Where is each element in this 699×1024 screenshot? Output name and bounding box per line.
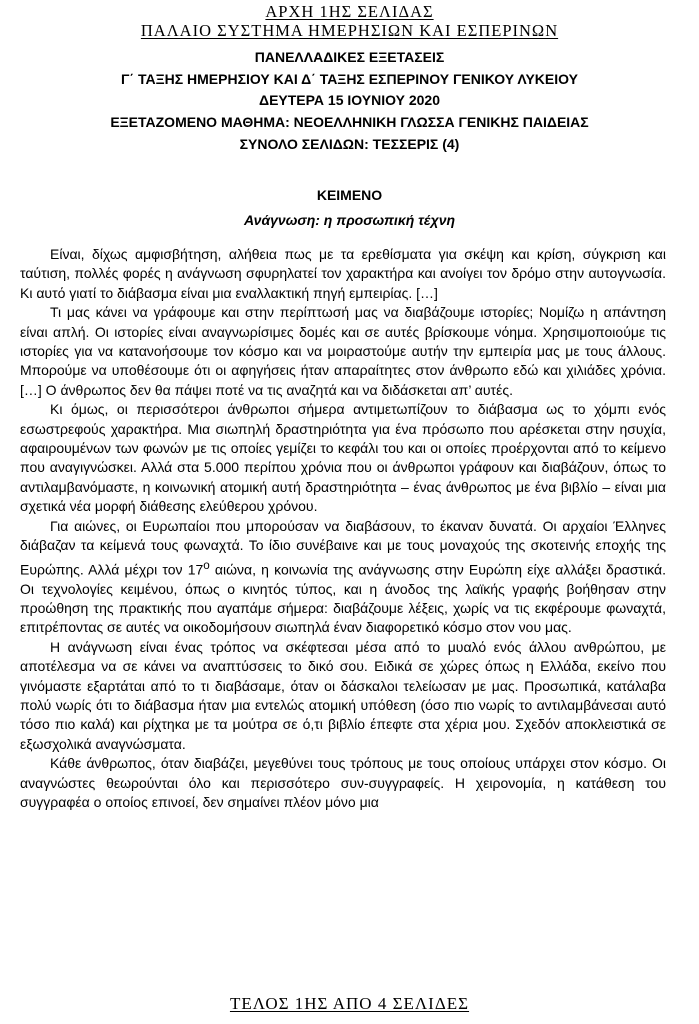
footer-text: ΤΕΛΟΣ 1ΗΣ ΑΠΟ 4 ΣΕΛΙΔΕΣ [229, 994, 470, 1013]
paragraph-6: Κάθε άνθρωπος, όταν διαβάζει, μεγεθύνει τους τρόπους με τους οποίους υπάρχει στον κόσμο. Οι αναγνώστες θεωρούνται όλο και περισσότερο συν-συγγραφείς. Η χειρονομία, η κατάθεση του συγγραφέα ο οποίος επινοεί, δεν σημαίνει πλέον μόνο μια [20, 755, 666, 811]
text-body [20, 245, 666, 980]
exam-title: ΠΑΝΕΛΛΑΔΙΚΕΣ ΕΞΕΤΑΣΕΙΣ [254, 49, 445, 65]
header-system: ΠΑΛΑΙΟ ΣΥΣΤΗΜΑ ΗΜΕΡΗΣΙΩΝ ΚΑΙ ΕΣΠΕΡΙΝΩΝ [140, 21, 559, 40]
paragraph-1: Είναι, δίχως αμφισβήτηση, αλήθεια πως με τα ερεθίσματα για σκέψη και κρίση, σύγκριση και ταύτιση, πολλές φορές η ανάγνωση σφυρηλατεί τον χαρακτήρα και ανοίγει τον δρόμο στην αυτογνωσία. Κι αυτό γιατί το διάβασμα είναι μια εναλλακτική πηγή εμπειρίας. […] [20, 246, 666, 301]
paragraph-2: Τι μας κάνει να γράφουμε και στην περίπτωσή μας να διαβάζουμε ιστορίες; Νομίζω η απάντηση είναι απλή. Οι ιστορίες είναι αναγνωρίσιμες δομές και σε αυτές βρίσκουμε νόημα. Χρησιμοποιούμε τις ιστορίες για να κατανοήσουμε τον κόσμο και να μοιραστούμε αυτήν την εμπειρία μας με τους άλλους. Μπορούμε να υποθέσουμε ότι οι αφηγήσεις ήταν απαραίτητες στον άνθρωπο εδώ και χιλιάδες χρόνια. […] Ο άνθρωπος δεν θα πάψει ποτέ να τις αναζητά και να διδάσκεται απ’ αυτές. [20, 304, 666, 398]
text-title: Ανάγνωση: η προσωπική τέχνη [243, 212, 456, 228]
paragraph-3: Κι όμως, οι περισσότεροι άνθρωποι σήμερα αντιμετωπίζουν το διάβασμα ως το χόμπι ενός εσωστρεφούς χαρακτήρα. Μια σιωπηλή δραστηριότητα για ένα πρόσωπο που αρέσκεται στην ησυχία, αφαιρουμένων των φωνών με τις οποίες γεμίζει το κεφάλι του και οι οποίες προέρχονται από το κείμενο που αναγιγνώσκει. Αλλά στα 5.000 περίπου χρόνια που οι άνθρωποι γράφουν και διαβάζουν, όπως το αντιλαμβανόμαστε, η κοινωνική ατομική αυτή δραστηριότητα – ένας άνθρωπος με ένα βιβλίο – είναι μια σχετικά νέα μορφή διάθεσης ελεύθερου χρόνου. [20, 401, 666, 515]
paragraph-4-part-1: Για αιώνες, οι Ευρωπαίοι που μπορούσαν να διαβάσουν, το έκαναν δυνατά. Οι αρχαίοι Έλληνες διάβαζαν τα κείμενά τους φωναχτά. Το ίδιο συνέβαινε και με τους μοναχούς της σκοτεινής εποχής της Ευρώπης. Αλλά μέχρι τον 17 [20, 517, 666, 578]
paragraph-4-part-2: αιώνα, η κοινωνία της ανάγνωσης στην Ευρώπη είχε αλλάξει δραστικά. Οι τεχνολογίες κειμένου, όπως ο κινητός τύπος, και η άνοδος της λαϊκής γραφής βοήθησαν στην προώθηση της πρακτικής που αγαπάμε σήμερα: διαβάζουμε λέξεις, χωρίς να τις εκφέρουμε φωναχτά, επιτρέποντας σε αυτές να οικοδομήσουν σιωπηλά έναν διαφορετικό κόσμο στον νου μας. [20, 561, 666, 636]
exam-date: ΔΕΥΤΕΡΑ 15 ΙΟΥΝΙΟΥ 2020 [259, 92, 440, 109]
paragraph-4 [20, 517, 666, 638]
exam-info [0, 47, 699, 156]
exam-class: Γ΄ ΤΑΞΗΣ ΗΜΕΡΗΣΙΟΥ ΚΑΙ Δ΄ ΤΑΞΗΣ ΕΣΠΕΡΙΝΟΥ ΓΕΝΙΚΟΥ ΛΥΚΕΙΟΥ [121, 70, 578, 87]
century-superscript: ο [203, 558, 210, 572]
exam-page-count: ΣΥΝΟΛΟ ΣΕΛΙΔΩΝ: ΤΕΣΣΕΡΙΣ (4) [239, 135, 460, 152]
paragraph-5: Η ανάγνωση είναι ένας τρόπος να σκέφτεσαι μέσα από το μυαλό ενός άλλου ανθρώπου, με αποτέλεσμα να σε κάνει να αναπτύσσεις το δικό σου. Ειδικά σε χώρες όπως η Ελλάδα, εκείνο που γινόμαστε εξαρτάται από το τι διαβάσαμε, όταν οι δάσκαλοι τελείωσαν με μας. Προσωπικά, κατάλαβα πολύ νωρίς ότι το διάβασμα ήταν μια εντελώς ατομική υπόθεση (όσο πιο νωρίς το αντιλαμβάνεσαι αυτό τόσο πιο καλά) και ρίχτηκα με τα μούτρα σε ό,τι βιβλίο έπεφτε στα χέρια μου. Σχεδόν αποκλειστικά σε εξωσχολικά αναγνώσματα. [20, 638, 666, 752]
page-footer [0, 994, 699, 1014]
page-header [0, 2, 699, 40]
header-page-start: ΑΡΧΗ 1ΗΣ ΣΕΛΙΔΑΣ [265, 2, 434, 21]
exam-subject: ΕΞΕΤΑΖΟΜΕΝΟ ΜΑΘΗΜΑ: ΝΕΟΕΛΛΗΝΙΚΗ ΓΛΩΣΣΑ ΓΕΝΙΚΗΣ ΠΑΙΔΕΙΑΣ [110, 114, 589, 131]
section-heading: ΚΕΙΜΕΝΟ [316, 187, 383, 203]
